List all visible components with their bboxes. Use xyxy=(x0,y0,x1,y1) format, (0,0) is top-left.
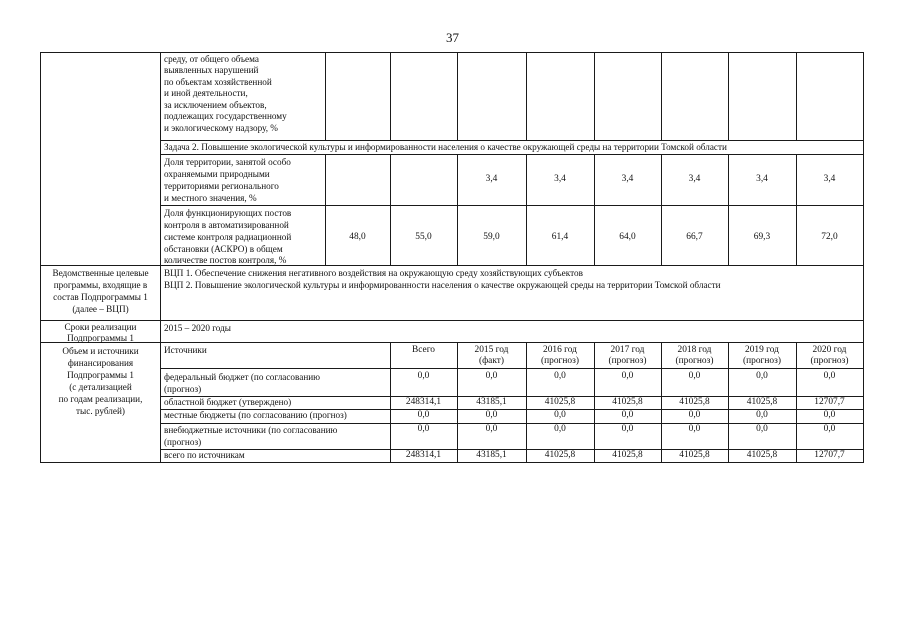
cell-value: 59,0 xyxy=(483,232,500,242)
indicator-text-line: и местного значения, % xyxy=(164,193,257,203)
terms-label-line: Подпрограммы 1 xyxy=(67,333,134,343)
cell-value: 61,4 xyxy=(551,232,569,242)
col-div xyxy=(526,52,527,140)
cell-value: 48,0 xyxy=(349,232,366,242)
finance-label-line: финансирования xyxy=(67,358,134,368)
col-div xyxy=(457,154,458,265)
cell-value: 69,3 xyxy=(753,232,771,242)
vcp-label-line: Ведомственные целевые xyxy=(52,268,149,278)
col-div xyxy=(796,154,797,265)
finance-label-line: тыс. рублей) xyxy=(76,406,125,416)
cell-value: 12707,7 xyxy=(814,450,845,460)
col-div xyxy=(594,154,595,265)
source-label: (прогноз) xyxy=(164,437,202,447)
indicator-text-line: и иной деятельности, xyxy=(164,88,248,98)
header-year-note: (факт) xyxy=(478,356,504,366)
cell-value: 41025,8 xyxy=(746,450,778,460)
terms-label-line: Сроки реализации xyxy=(64,322,137,332)
cell-value: 248314,1 xyxy=(405,450,442,460)
cell-value: 0,0 xyxy=(417,410,430,420)
cell-value: 0,0 xyxy=(688,424,701,434)
cell-value: 0,0 xyxy=(823,410,836,420)
indicator-text-line: по объектам хозяйственной xyxy=(164,77,272,87)
header-year: 2016 год xyxy=(543,345,577,355)
cell-value: 0,0 xyxy=(688,371,701,381)
header-year-note: (прогноз) xyxy=(541,356,579,366)
header-year: 2017 год xyxy=(610,345,645,355)
cell-value: 64,0 xyxy=(619,232,636,242)
indicator-text-line: и экологическому надзору, % xyxy=(164,123,278,133)
cell-value: 0,0 xyxy=(756,371,768,381)
cell-value: 0,0 xyxy=(621,424,634,434)
indicator-text-line: обстановки (АСКРО) в общем xyxy=(164,244,283,254)
col-div xyxy=(594,52,595,140)
indicator-text-line: системе контроля радиационной xyxy=(164,232,292,242)
cell-value: 41025,8 xyxy=(746,397,778,407)
source-label: всего по источникам xyxy=(164,450,245,460)
indicator-text-line: Доля территории, занятой особо xyxy=(164,157,291,167)
col-div xyxy=(661,154,662,265)
source-label: областной бюджет (утверждено) xyxy=(164,397,292,407)
col-div xyxy=(390,52,391,140)
finance-label-line: Подпрограммы 1 xyxy=(67,370,134,380)
source-label: местные бюджеты (по согласованию (прогноз) xyxy=(164,410,347,420)
col-div xyxy=(390,154,391,265)
cell-value: 3,4 xyxy=(554,174,566,184)
cell-value: 0,0 xyxy=(756,424,768,434)
vcp-label-line: программы, входящие в xyxy=(53,280,148,290)
col-div xyxy=(457,52,458,140)
indicator-text-line: охраняемыми природными xyxy=(164,169,270,179)
cell-value: 0,0 xyxy=(688,410,701,420)
indicator-text-line: подлежащих государственному xyxy=(164,111,287,121)
cell-value: 3,4 xyxy=(756,174,768,184)
cell-value: 72,0 xyxy=(821,232,838,242)
cell-value: 41025,8 xyxy=(544,450,576,460)
header-sources: Источники xyxy=(164,345,207,355)
header-year: 2018 год xyxy=(677,345,712,355)
header-total: Всего xyxy=(412,345,435,355)
divider-finance-top xyxy=(40,342,864,343)
vcp-label-line: (далее – ВЦП) xyxy=(72,304,129,314)
indicator-text-line: за исключением объектов, xyxy=(164,100,267,110)
divider-row3-top xyxy=(161,205,864,206)
cell-value: 0,0 xyxy=(485,371,498,381)
cell-value: 0,0 xyxy=(485,424,498,434)
col-div xyxy=(796,52,797,140)
header-year: 2019 год xyxy=(745,345,779,355)
cell-value: 41025,8 xyxy=(544,397,576,407)
cell-value: 41025,8 xyxy=(679,450,710,460)
terms-value: 2015 – 2020 годы xyxy=(164,323,231,333)
cell-value: 0,0 xyxy=(823,424,836,434)
col-div xyxy=(526,154,527,265)
table-border-right xyxy=(863,52,864,463)
header-year-note: (прогноз) xyxy=(675,356,714,366)
label-column-divider xyxy=(160,52,161,463)
divider-task2-top xyxy=(161,140,864,141)
cell-value: 248314,1 xyxy=(405,397,442,407)
indicator-text-line: Доля функционирующих постов xyxy=(164,208,292,218)
indicator-text-line: среду, от общего объема xyxy=(164,54,259,64)
cell-value: 0,0 xyxy=(554,410,566,420)
source-label: федеральный бюджет (по согласованию xyxy=(164,372,321,382)
table-border-bottom xyxy=(40,462,864,463)
cell-value: 0,0 xyxy=(417,424,430,434)
source-label: внебюджетные источники (по согласованию xyxy=(164,425,338,435)
cell-value: 0,0 xyxy=(823,371,836,381)
cell-value: 43185,1 xyxy=(476,397,507,407)
cell-value: 3,4 xyxy=(688,174,701,184)
cell-value: 0,0 xyxy=(554,371,566,381)
cell-value: 55,0 xyxy=(415,232,432,242)
header-year: 2020 год xyxy=(812,345,847,355)
col-div xyxy=(728,154,729,265)
cell-value: 0,0 xyxy=(621,410,634,420)
finance-label-line: (с детализацией xyxy=(69,382,132,392)
header-year: 2015 год xyxy=(474,345,509,355)
cell-value: 0,0 xyxy=(756,410,768,420)
indicator-text-line: контроля в автоматизированной xyxy=(164,220,289,230)
indicator-text-line: выявленных нарушений xyxy=(164,65,259,75)
cell-value: 43185,1 xyxy=(476,450,507,460)
cell-value: 3,4 xyxy=(485,174,498,184)
cell-value: 41025,8 xyxy=(612,397,643,407)
indicator-text-line: территориями регионального xyxy=(164,181,279,191)
page-number: 37 xyxy=(446,30,459,45)
source-label: (прогноз) xyxy=(164,384,202,394)
cell-value: 3,4 xyxy=(621,174,634,184)
finance-label-line: Объем и источники xyxy=(62,346,139,356)
header-year-note: (прогноз) xyxy=(743,356,781,366)
cell-value: 41025,8 xyxy=(612,450,643,460)
col-div xyxy=(728,52,729,140)
table-border-top xyxy=(40,52,864,53)
col-div xyxy=(325,154,326,265)
finance-label-line: по годам реализации, xyxy=(58,394,143,404)
vcp-2-text: ВЦП 2. Повышение экологической культуры и информированности населения о качестве окружающей среды на территории Томской области xyxy=(164,280,721,290)
header-year-note: (прогноз) xyxy=(608,356,647,366)
col-div xyxy=(661,52,662,140)
indicator-text-line: количестве постов контроля, % xyxy=(164,255,287,265)
vcp-1-text: ВЦП 1. Обеспечение снижения негативного воздействия на окружающую среду хозяйствующих субъектов xyxy=(164,268,583,278)
divider-task2-bottom xyxy=(161,154,864,155)
cell-value: 0,0 xyxy=(554,424,566,434)
cell-value: 66,7 xyxy=(686,232,703,242)
cell-value: 0,0 xyxy=(621,371,634,381)
divider-terms-top xyxy=(40,320,864,321)
vcp-label-line: состав Подпрограммы 1 xyxy=(53,292,148,302)
divider-fin-header xyxy=(161,368,864,369)
header-year-note: (прогноз) xyxy=(810,356,849,366)
cell-value: 12707,7 xyxy=(814,397,845,407)
col-div xyxy=(325,52,326,140)
cell-value: 0,0 xyxy=(417,371,430,381)
cell-value: 3,4 xyxy=(823,174,836,184)
cell-value: 41025,8 xyxy=(679,397,710,407)
cell-value: 0,0 xyxy=(485,410,498,420)
task2-heading: Задача 2. Повышение экологической культуры и информированности населения о качестве окружающей среды на территории Томской области xyxy=(164,142,727,152)
